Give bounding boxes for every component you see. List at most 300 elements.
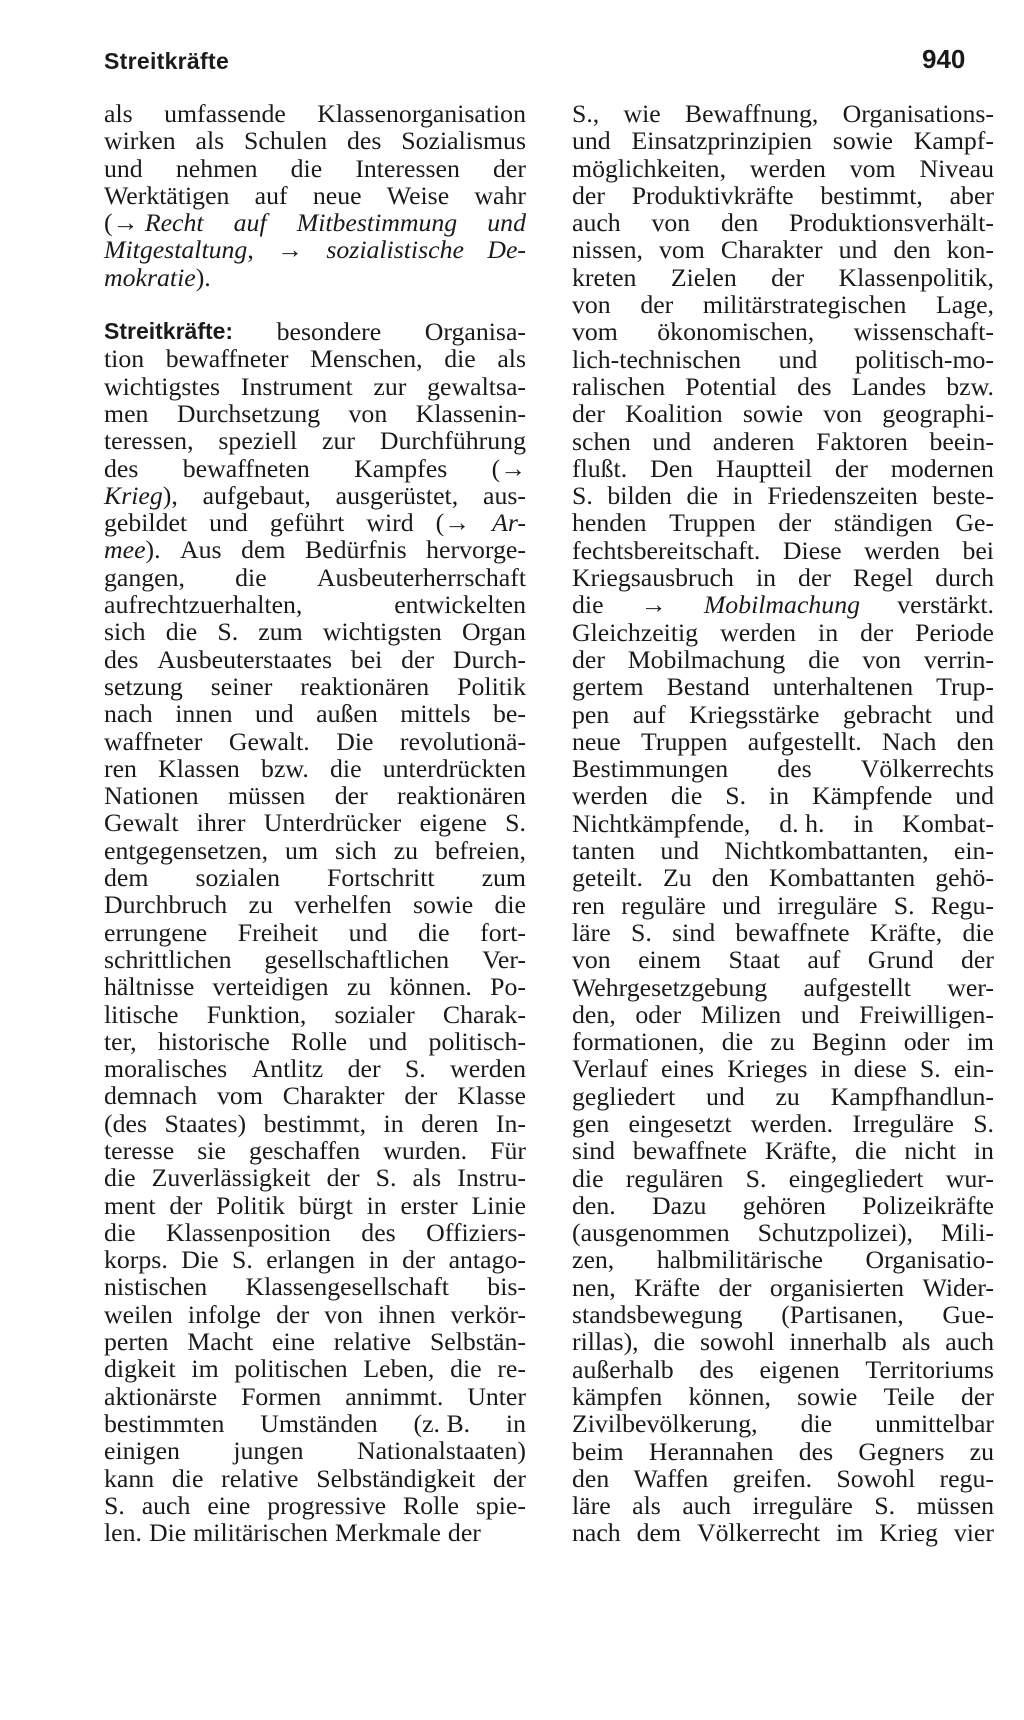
word: irreguläre: [777, 890, 878, 920]
running-head: Streitkräfte: [104, 48, 230, 74]
word: die: [494, 890, 526, 920]
word: Gewalt.: [228, 726, 310, 756]
word: kann: [104, 1463, 155, 1493]
word: S.: [505, 808, 526, 838]
word: Werktätigen: [104, 180, 230, 210]
word: bestimmt,: [263, 1108, 367, 1138]
text-line: [572, 1301, 994, 1328]
word: Staat: [728, 945, 781, 975]
word: Truppen: [641, 726, 728, 756]
word: Nichtkombattanten,: [724, 836, 929, 866]
word: vom: [658, 235, 705, 265]
text-line: [104, 809, 526, 836]
word: teressen,: [104, 426, 194, 456]
word: Kräfte: [634, 1272, 701, 1302]
text-line: [572, 782, 994, 809]
word: S.: [217, 617, 239, 647]
word: weilen: [104, 1299, 173, 1329]
word: Rolle: [291, 1026, 348, 1056]
text-line: [572, 1110, 994, 1137]
text-line: [104, 591, 526, 618]
text-line: [572, 1192, 994, 1219]
word: Kräfte,: [764, 1136, 838, 1166]
word: Truppen: [669, 508, 756, 538]
word: Periode: [915, 617, 994, 647]
word: politisch-: [428, 1026, 526, 1056]
word: (→: [435, 508, 471, 538]
word: Durchbruch: [104, 890, 228, 920]
text-line: [572, 1137, 994, 1164]
word: Diese: [782, 535, 842, 565]
word: politisch-mo-: [855, 344, 994, 374]
word: seiner: [210, 671, 273, 701]
word: henden: [572, 508, 647, 538]
word: Formen: [241, 1381, 322, 1411]
text-line: [104, 755, 526, 782]
word: nistischen: [104, 1272, 208, 1302]
text-line: [104, 1492, 526, 1519]
word: Fortschritt: [327, 863, 435, 893]
word: sowie: [412, 890, 474, 920]
text-line: [104, 236, 526, 263]
word: nach: [104, 699, 153, 729]
word: außen: [316, 699, 378, 729]
text-line: [104, 919, 526, 946]
word: zur: [322, 426, 355, 456]
word: Organisa-: [424, 317, 526, 347]
word: revolutionä-: [399, 726, 526, 756]
word: Einsatzprinzipien: [631, 126, 812, 156]
word: Krieg: [879, 1518, 938, 1548]
word: Niveau: [919, 153, 994, 183]
word: in: [732, 481, 753, 511]
word: vom: [849, 153, 896, 183]
word: Polizeikräfte: [862, 1190, 994, 1220]
word: werden: [572, 781, 648, 811]
text-line: [572, 182, 994, 209]
word: Schutzpolizei),: [757, 1218, 914, 1248]
text-line: [572, 619, 994, 646]
word: wer-: [947, 972, 994, 1002]
word: des: [104, 644, 139, 674]
word: durch: [935, 563, 994, 593]
text-line: [572, 1083, 994, 1110]
word: tanten: [572, 836, 636, 866]
word: In-: [495, 1108, 526, 1138]
word: (ausgenommen: [572, 1218, 730, 1248]
word: nach: [572, 1518, 621, 1548]
word: und: [572, 126, 611, 156]
word: dem: [636, 1518, 682, 1548]
word: Gleichzeitig: [572, 617, 699, 647]
word: als: [497, 344, 526, 374]
text-line: [104, 891, 526, 918]
word: und: [104, 153, 143, 183]
text-line: [104, 1192, 526, 1219]
text-line: [572, 919, 994, 946]
word: bestimmt,: [820, 180, 923, 210]
word: Bestand: [666, 672, 750, 702]
word: und: [254, 699, 294, 729]
word: Trup-: [936, 672, 994, 702]
text-line: [104, 318, 526, 345]
text-line: [572, 1356, 994, 1383]
word: zu: [393, 835, 418, 865]
word: der: [169, 1190, 203, 1220]
text-line: [104, 1137, 526, 1164]
word: Nach: [882, 726, 937, 756]
word: Regu-: [930, 890, 994, 920]
word: der: [404, 1081, 438, 1111]
text-line: [572, 1055, 994, 1082]
word: hältnisse: [104, 972, 195, 1002]
word: geographi-: [882, 399, 994, 429]
word: tion: [104, 344, 145, 374]
word: in: [853, 808, 874, 838]
word: Mobilmachung: [627, 644, 786, 674]
word: eines: [661, 1054, 715, 1084]
word: nissen,: [572, 235, 643, 265]
text-line: [572, 591, 994, 618]
word: die: [808, 644, 840, 674]
word: des: [104, 453, 139, 483]
word: setzung: [104, 671, 183, 701]
word: und: [348, 917, 388, 947]
word: halbmilitärische: [656, 1245, 823, 1275]
word: und: [778, 344, 818, 374]
word: pen: [572, 699, 610, 729]
word: S.: [404, 1054, 426, 1084]
word: bilden: [607, 481, 672, 511]
text-line: [104, 100, 526, 127]
word: Offiziers-: [426, 1217, 526, 1247]
word: Gue-: [942, 1300, 994, 1330]
text-line: [572, 837, 994, 864]
word: bei: [962, 535, 994, 565]
word: Organisations-: [842, 99, 994, 128]
text-line: [572, 810, 994, 837]
word: und: [209, 508, 248, 538]
word: in: [383, 1108, 404, 1138]
word: als: [412, 1163, 442, 1193]
word: der: [718, 1272, 752, 1302]
word: sozialer: [334, 999, 415, 1029]
text-line: [572, 1246, 994, 1273]
word: zen,: [572, 1245, 615, 1275]
word: ständigen: [833, 508, 933, 538]
word: waffneter: [104, 726, 203, 756]
word: Nationen: [104, 781, 199, 811]
word: vom: [217, 1081, 263, 1111]
text-line: [104, 837, 526, 864]
word: vier: [953, 1518, 994, 1548]
word: von: [651, 208, 691, 238]
word: der: [572, 399, 605, 429]
word: der: [276, 1299, 310, 1329]
word: beein-: [929, 426, 994, 456]
word: wurden.: [383, 1135, 468, 1165]
word: erster: [400, 1190, 458, 1220]
word: sozialen: [195, 863, 280, 893]
word: infolge: [187, 1299, 261, 1329]
text-line: [104, 536, 526, 563]
word: in: [769, 781, 790, 811]
word: der: [334, 781, 368, 811]
word: und: [705, 1081, 745, 1111]
word: der: [401, 644, 435, 674]
word: sowohl: [699, 1327, 775, 1357]
word: re-: [497, 1354, 526, 1384]
word: aufgestellt: [803, 972, 911, 1002]
word: Nichtkämpfende,: [572, 808, 751, 838]
text-line: [104, 1273, 526, 1300]
text-line: [104, 1410, 526, 1437]
word: Gewalt: [104, 808, 179, 838]
word: die: [171, 1463, 204, 1493]
word: Zuverlässigkeit: [151, 1163, 311, 1193]
word: Sozialismus: [401, 126, 526, 156]
word: moralisches: [104, 1054, 228, 1084]
word: Zu: [662, 863, 692, 893]
text-line: [572, 1492, 994, 1519]
text-line: [572, 482, 994, 509]
word: der: [834, 453, 868, 483]
word: als: [632, 1491, 661, 1521]
word: S.: [232, 1245, 253, 1275]
word: als: [104, 99, 133, 128]
word: Völkerrechts: [860, 754, 994, 784]
word: sowie: [742, 399, 804, 429]
word: die: [653, 1327, 686, 1357]
word: Klassenposition: [166, 1217, 331, 1247]
text-line: [572, 455, 994, 482]
text-line: [104, 455, 526, 482]
word: der: [493, 153, 526, 183]
text-line: [572, 1410, 994, 1437]
word: Lage,: [935, 290, 994, 320]
word: Klassenpolitik,: [838, 262, 994, 292]
word: der: [572, 644, 605, 674]
word: (→ Recht: [104, 208, 204, 238]
word: Territoriums: [865, 1354, 994, 1384]
text-line: [104, 1001, 526, 1028]
word: ren: [104, 753, 137, 783]
text-line: [104, 700, 526, 727]
word: Für: [490, 1135, 526, 1165]
text-line: [104, 400, 526, 427]
word: Durchsetzung: [176, 398, 321, 428]
word: diese: [853, 1054, 907, 1084]
word: jungen: [233, 1436, 304, 1466]
word: der: [771, 262, 805, 292]
word: innen: [175, 699, 233, 729]
word: lich-technischen: [572, 344, 742, 374]
text-line: [572, 291, 994, 318]
word: und: [722, 890, 761, 920]
word: wahr: [474, 180, 526, 210]
word: wur-: [945, 1163, 994, 1193]
word: Klasse: [457, 1081, 526, 1111]
word: Aus: [180, 535, 222, 565]
word: der: [961, 1381, 994, 1411]
text-line: [572, 127, 994, 154]
text-line: [104, 1055, 526, 1082]
text-line: [572, 1001, 994, 1028]
word: schrittlichen: [104, 944, 232, 974]
word: sind: [572, 1136, 616, 1166]
word: Regel: [853, 563, 914, 593]
word: wissenschaft-: [853, 317, 994, 347]
word: teresse: [104, 1135, 175, 1165]
word: eigenen: [759, 1354, 840, 1384]
word: in: [818, 617, 839, 647]
word: S.,: [572, 99, 600, 128]
word: den: [956, 726, 994, 756]
word: die: [572, 1163, 604, 1193]
word: reaktionären: [300, 671, 430, 701]
word: des: [347, 126, 382, 156]
word: geteilt.: [572, 863, 643, 893]
word: Beginn: [811, 1027, 887, 1057]
word: werden: [450, 1054, 526, 1084]
word: gebildet: [104, 508, 188, 538]
word: ihnen: [378, 1299, 436, 1329]
word: Freiwilligen-: [859, 999, 994, 1029]
text-line: [572, 346, 994, 373]
word: Staates): [164, 1108, 247, 1138]
word: Freiheit: [237, 917, 319, 947]
word: Krieg),: [104, 480, 178, 510]
word: standsbewegung: [572, 1300, 743, 1330]
text-line: [104, 264, 526, 291]
word: errungene: [104, 917, 208, 947]
word: aber: [949, 180, 994, 210]
word: Faktoren: [816, 426, 908, 456]
word: des: [797, 371, 832, 401]
text-line: [572, 428, 994, 455]
word: entwickelten: [394, 590, 526, 620]
word: Die: [181, 1245, 219, 1275]
word: ihrer: [196, 808, 246, 838]
word: der: [640, 290, 674, 320]
text-line: [104, 673, 526, 700]
word: Herannahen: [648, 1436, 774, 1466]
text-line: [572, 1383, 994, 1410]
word: ren: [572, 890, 605, 920]
word: Organisatio-: [865, 1245, 994, 1275]
word: Durchführung: [379, 426, 526, 456]
word: regu-: [939, 1463, 994, 1493]
word: Bedürfnis: [304, 535, 407, 565]
word: Produktivkräfte: [631, 180, 794, 210]
word: Politik: [457, 671, 526, 701]
word: Macht: [187, 1327, 254, 1357]
text-line: [572, 701, 994, 728]
word: Den: [650, 453, 694, 483]
word: mittels: [400, 699, 471, 729]
word: be-: [492, 699, 526, 729]
right-column: [572, 100, 994, 1547]
word: im: [836, 1518, 864, 1548]
word: von: [862, 644, 902, 674]
word: wirken: [104, 126, 176, 156]
word: Ver-: [482, 944, 526, 974]
word: S.: [725, 781, 747, 811]
word: geschaffen: [248, 1135, 361, 1165]
word: militärstrategischen: [702, 290, 907, 320]
text-line: [104, 1355, 526, 1382]
text-line: [572, 1438, 994, 1465]
word: der: [961, 945, 994, 975]
word: →: [640, 590, 667, 620]
word: militärischen: [193, 1518, 328, 1548]
word: die: [330, 753, 362, 783]
text-line: [104, 1437, 526, 1464]
word: und: [838, 235, 878, 265]
text-line: [572, 728, 994, 755]
word: modernen: [890, 453, 994, 483]
word: Kombat-: [902, 808, 994, 838]
word: zu: [346, 972, 372, 1002]
word: aus-: [483, 480, 526, 510]
text-line: [104, 1028, 526, 1055]
word: Umständen: [260, 1408, 378, 1438]
word: verhelfen: [294, 890, 392, 920]
text-line: [104, 182, 526, 209]
text-line: [572, 974, 994, 1001]
text-line: [572, 155, 994, 182]
word: den,: [572, 999, 616, 1029]
word: oder: [903, 1027, 950, 1057]
word: dem: [241, 535, 286, 565]
word: der: [860, 617, 894, 647]
word: werden: [864, 535, 940, 565]
word: Zielen: [670, 262, 737, 292]
word: sie: [197, 1135, 226, 1165]
word: rillas),: [572, 1327, 639, 1357]
text-line: [104, 618, 526, 645]
word: innerhalb: [789, 1327, 887, 1357]
word: den.: [572, 1190, 616, 1220]
text-line: [572, 564, 994, 591]
word: Wehrgesetzgebung: [572, 972, 768, 1002]
word: anderen: [712, 426, 795, 456]
word: von: [572, 945, 611, 975]
word: oder: [635, 999, 682, 1029]
word: und: [800, 999, 840, 1029]
word: fechtsbereitschaft.: [572, 535, 761, 565]
text-line: [572, 264, 994, 291]
word: kon-: [946, 235, 994, 265]
text-line: [572, 1328, 994, 1355]
word: neue: [312, 180, 362, 210]
word: aufgebaut,: [202, 480, 311, 510]
text-line: [104, 1519, 526, 1546]
word: geführt: [269, 508, 345, 538]
word: eigene: [419, 808, 487, 838]
word: bzw.: [261, 753, 309, 783]
word: beste-: [932, 481, 994, 511]
word: S.: [630, 917, 652, 947]
word: Charakter: [282, 1081, 385, 1111]
word: und: [955, 699, 994, 729]
word: sind: [672, 917, 716, 947]
word: Nationalstaaten): [356, 1436, 526, 1466]
word: →: [277, 235, 303, 265]
word: besondere: [276, 317, 382, 347]
word: Produktionsverhält-: [789, 208, 994, 238]
word: gertem: [572, 672, 644, 702]
